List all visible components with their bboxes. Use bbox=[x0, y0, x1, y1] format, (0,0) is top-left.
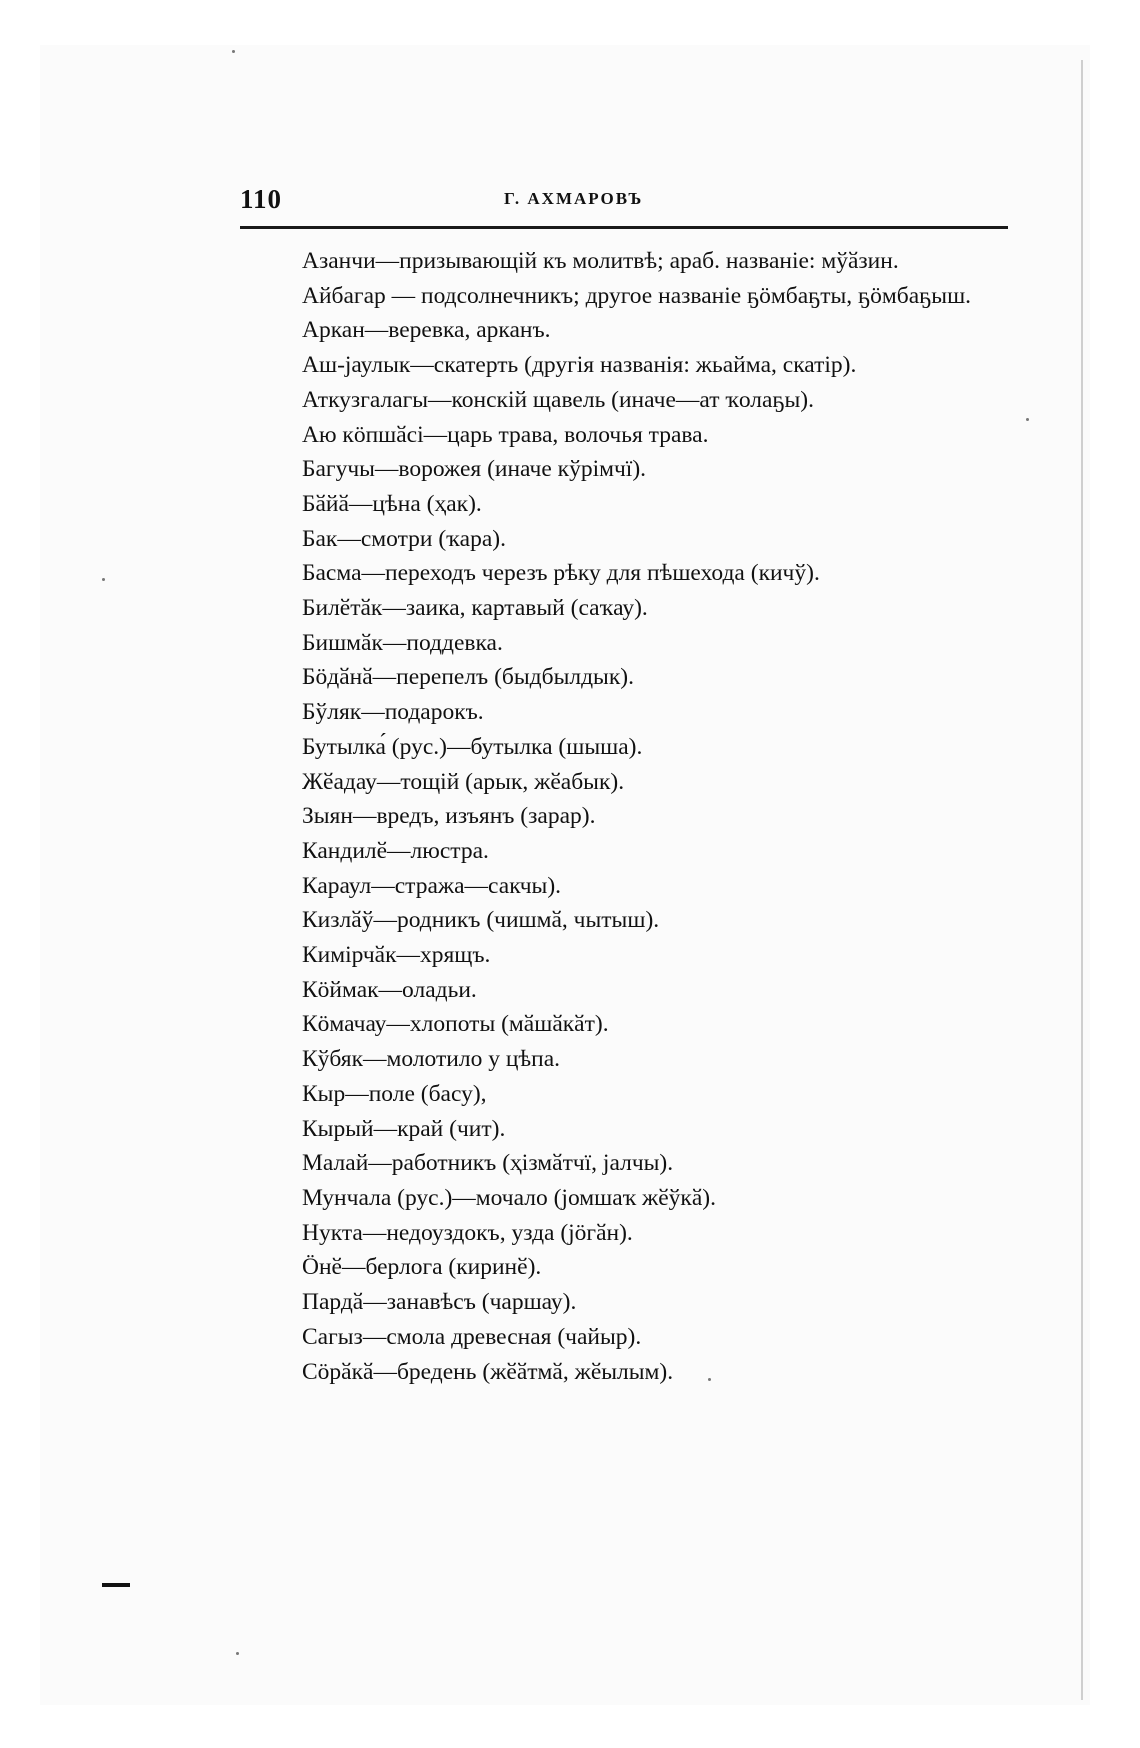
glossary-entry: Аткузгалагы—конскій щавель (иначе—ат ҡолаҕы). bbox=[302, 386, 815, 413]
glossary-entry: Кизлӑў—родникъ (чишмӑ, чытыш). bbox=[302, 907, 660, 934]
glossary-entry: Аркан—веревка, арканъ. bbox=[302, 317, 551, 344]
glossary-entry: Билӗтӑк—заика, картавый (саҡау). bbox=[302, 595, 648, 622]
running-head bbox=[240, 184, 1008, 224]
glossary-entry: Мунчала (рус.)—мочало (јомшаҡ жӗўкӑ). bbox=[302, 1184, 716, 1211]
glossary-entry: Кыр—поле (басу), bbox=[302, 1080, 487, 1107]
glossary-entry: Бӧдӑнӑ—перепелъ (быдбылдык). bbox=[302, 664, 634, 691]
page-number: 110 bbox=[240, 184, 283, 214]
glossary-entry: Сӧрӑкӑ—бредень (жӗӑтмӑ, жӗылым). bbox=[302, 1358, 674, 1385]
scan-speck bbox=[1026, 418, 1029, 421]
glossary-entry: Кимірчӑк—хрящъ. bbox=[302, 942, 491, 969]
glossary-entry: Кӧмачау—хлопоты (мӑшӑкӑт). bbox=[302, 1011, 609, 1038]
glossary-entry: Зыян—вредъ, изъянъ (зарар). bbox=[302, 803, 596, 830]
scan-speck bbox=[102, 578, 105, 581]
glossary-entry: Басма—переходъ черезъ рѣку для пѣшехода (кичў). bbox=[302, 560, 820, 587]
glossary-entry: Бишмӑк—поддевка. bbox=[302, 629, 503, 656]
glossary-entry: Кандилӗ—люстра. bbox=[302, 837, 489, 864]
glossary-entry: Азанчи—призывающій къ молитвѣ; араб. названіе: мўӑзин. bbox=[302, 248, 899, 274]
glossary-entry: Бўляк—подарокъ. bbox=[302, 699, 484, 726]
glossary-list bbox=[240, 244, 1010, 1389]
running-title: Г. АХМАРОВЪ bbox=[504, 189, 644, 208]
glossary-entry: Нукта—недоуздокъ, узда (јӧгӑн). bbox=[302, 1219, 633, 1246]
glossary-entry: Аю кӧпшӑсі—царь трава, волочья трава. bbox=[302, 421, 709, 448]
glossary-entry: Ӧнӗ—берлога (киринӗ). bbox=[302, 1254, 542, 1281]
glossary-entry: Кўбяк—молотило у цѣпа. bbox=[302, 1046, 561, 1073]
scan-speck bbox=[236, 1652, 239, 1655]
glossary-entry: Сагыз—смола древесная (чайыр). bbox=[302, 1323, 642, 1350]
margin-dash-mark bbox=[102, 1583, 130, 1587]
header-rule bbox=[240, 226, 1008, 229]
glossary-entry: Бутылка́ (рус.)—бутылка (шыша). bbox=[302, 733, 643, 760]
glossary-entry: Бак—смотри (ҡара). bbox=[302, 525, 506, 552]
glossary-entry: Багучы—ворожея (иначе кўрімчї). bbox=[302, 456, 647, 483]
glossary-entry: Айбагар — подсолнечникъ; другое названіе ҕӧмбаҕты, ҕӧмбаҕыш. bbox=[302, 282, 972, 309]
glossary-entry: Кырый—край (чит). bbox=[302, 1115, 506, 1142]
glossary-entry: Жӗадау—тощій (арык, жӗабык). bbox=[302, 768, 625, 795]
glossary-entry: Малай—работникъ (ҳізмӑтчї, јалчы). bbox=[302, 1150, 674, 1177]
glossary-entry: Аш-јаулык—скатерть (другія названія: жьаймa, скатір). bbox=[302, 352, 857, 379]
scan-speck bbox=[708, 1378, 711, 1381]
page-edge-rule bbox=[1081, 60, 1083, 1700]
glossary-entry: Бӑйӑ—цѣна (ҳак). bbox=[302, 490, 482, 517]
glossary-entry: Караул—стража—сакчы). bbox=[302, 872, 562, 899]
glossary-entry: Пардӑ—занавѣсъ (чаршау). bbox=[302, 1289, 577, 1316]
scan-speck bbox=[232, 50, 235, 53]
glossary-entry: Кӧймак—оладьи. bbox=[302, 976, 477, 1003]
